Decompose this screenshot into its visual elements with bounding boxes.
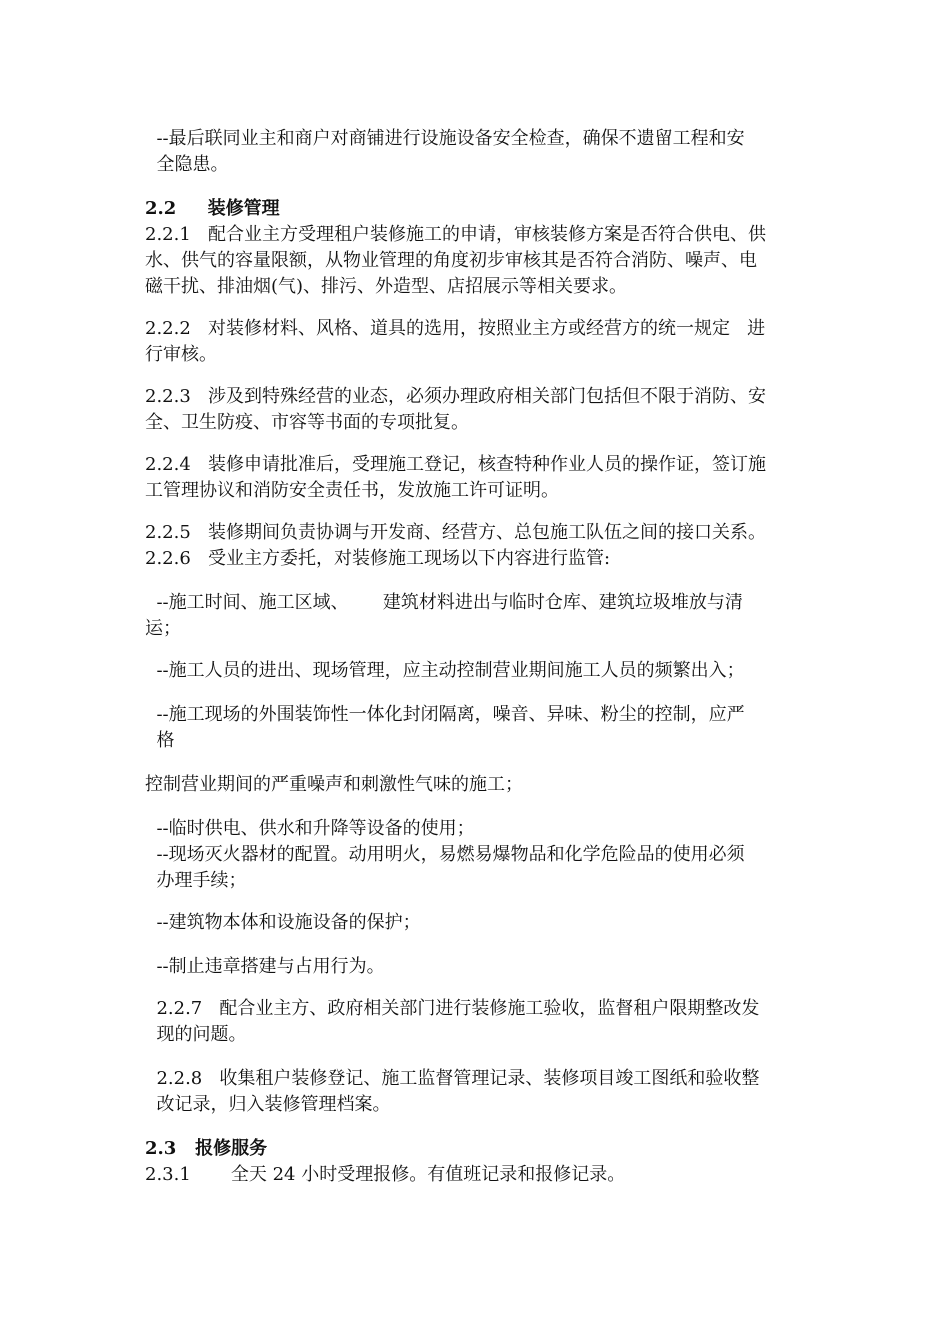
para-line: --建筑物本体和设施设备的保护；	[145, 912, 421, 933]
para-line: --施工时间、施工区域、 建筑材料进出与临时仓库、建筑垃圾堆放与清	[145, 592, 743, 613]
para-line: 格	[145, 730, 175, 751]
para-line: 2.3.1 全天 24 小时受理报修。有值班记录和报修记录。	[145, 1164, 626, 1185]
para-line: 2.2.5 装修期间负责协调与开发商、经营方、总包施工队伍之间的接口关系。	[145, 522, 766, 543]
para-line: 控制营业期间的严重噪声和刺激性气味的施工；	[145, 774, 523, 795]
para-line: --施工现场的外围装饰性一体化封闭隔离，噪音、异味、粉尘的控制，应严	[145, 704, 745, 725]
para-line: 运；	[145, 618, 181, 639]
para-line: 2.2.2 对装修材料、风格、道具的选用，按照业主方或经营方的统一规定 进	[145, 318, 766, 339]
para-line: 全隐患。	[145, 154, 229, 175]
para-line: 2.2.3 涉及到特殊经营的业态，必须办理政府相关部门包括但不限于消防、安	[145, 386, 766, 407]
para-line: --临时供电、供水和升降等设备的使用；	[145, 818, 475, 839]
para-line: --现场灭火器材的配置。动用明火，易燃易爆物品和化学危险品的使用必须	[145, 844, 745, 865]
para-line: --施工人员的进出、现场管理，应主动控制营业期间施工人员的频繁出入；	[145, 660, 745, 681]
para-line: 2.2.8 收集租户装修登记、施工监督管理记录、装修项目竣工图纸和验收整	[145, 1068, 760, 1089]
para-line: 水、供气的容量限额，从物业管理的角度初步审核其是否符合消防、噪声、电	[145, 250, 757, 271]
para-line: 2.2.4 装修申请批准后，受理施工登记，核查特种作业人员的操作证，签订施	[145, 454, 766, 475]
section-heading: 2.3 报修服务	[145, 1138, 268, 1159]
para-line: 全、卫生防疫、市容等书面的专项批复。	[145, 412, 469, 433]
para-line: --制止违章搭建与占用行为。	[145, 956, 385, 977]
para-line: 2.2.7 配合业主方、政府相关部门进行装修施工验收，监督租户限期整改发	[145, 998, 760, 1019]
section-heading: 2.2 装修管理	[145, 198, 280, 219]
para-line: --最后联同业主和商户对商铺进行设施设备安全检查，确保不遗留工程和安	[145, 128, 745, 149]
para-line: 办理手续；	[145, 870, 247, 891]
para-line: 2.2.6 受业主方委托，对装修施工现场以下内容进行监管:	[145, 548, 611, 569]
para-line: 现的问题。	[145, 1024, 247, 1045]
para-line: 工管理协议和消防安全责任书，发放施工许可证明。	[145, 480, 559, 501]
para-line: 行审核。	[145, 344, 217, 365]
para-line: 2.2.1 配合业主方受理租户装修施工的申请，审核装修方案是否符合供电、供	[145, 224, 766, 245]
para-line: 改记录，归入装修管理档案。	[145, 1094, 391, 1115]
para-line: 磁干扰、排油烟(气)、排污、外造型、店招展示等相关要求。	[145, 276, 628, 297]
